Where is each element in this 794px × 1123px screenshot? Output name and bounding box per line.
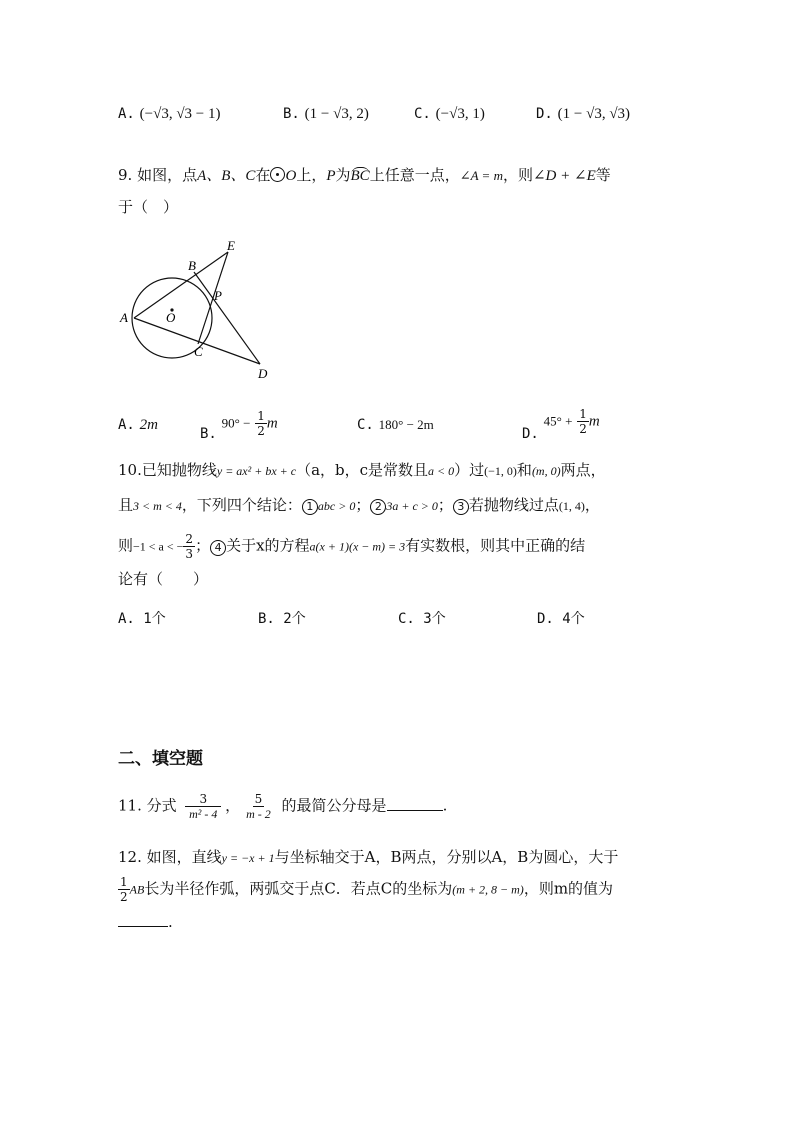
q9-stem-line2: 于（ ） <box>118 198 179 216</box>
label-p: P <box>214 288 222 303</box>
fraction-3-over-m2-4: $\frac{3}{\text{m² - 4}}$ <box>185 793 221 820</box>
q12-line1: 12. 如图，直线y = −x + 1与坐标轴交于A，B两点，分别以A，B为圆心，大于 <box>118 848 619 866</box>
label-e: E <box>227 238 235 253</box>
q10-line4: 论有（ ） <box>118 570 209 588</box>
fraction-two-thirds: $\frac{2}{3}$ <box>185 532 194 561</box>
q10-option-b: B. 2个 <box>258 611 306 627</box>
section-heading: 二、填空题 <box>118 749 203 769</box>
q10-line1: 10.已知抛物线y = ax² + bx + c（a，b，c是常数且a < 0）过(−1, 0)和(m, 0)两点， <box>118 461 606 479</box>
q10-option-a: A. 1个 <box>118 611 166 627</box>
q10-line2: 且3 < m < 4，下列四个结论： 1 abc > 0； 2 3a + c > 0； 3 若抛物线过点(1, 4)， <box>118 496 600 514</box>
q9-option-a: A. 2m <box>118 417 158 433</box>
arc-bc: BC <box>350 168 370 184</box>
q8-option-d: D. (1 − √3, √3) <box>536 106 631 122</box>
q11-line: 11. 分式 $\frac{3}{\text{m² - 4}}$ ， $\frac{5}{m - 2}$ 的最简公分母是 . <box>118 792 448 821</box>
q8-option-b: B. (1 − √3, 2) <box>283 106 369 122</box>
circle-o-symbol <box>270 167 285 182</box>
q9-option-d: D. 45° + $\frac{1}{2}$ m <box>522 407 600 442</box>
q9-option-b: B. 90° − $\frac{1}{2}$ m <box>200 409 278 442</box>
label-b: B <box>188 258 196 273</box>
fraction-one-half: $\frac{1}{2}$ <box>120 875 128 904</box>
q12-line2: $\frac{1}{2}$ AB长为半径作弧，两弧交于点C．若点C的坐标为(m + 2, 8 − m)，则m的值为 <box>120 875 614 904</box>
q10-option-d: D. 4个 <box>537 611 585 627</box>
fraction-one-half: $\frac{1}{2}$ <box>579 407 587 436</box>
q10-line3: 则−1 < a < − $\frac{2}{3}$ ； 4 关于x的方程a(x + 1)(x − m) = 3有实数根，则其中正确的结 <box>118 532 586 561</box>
segment-b-d <box>194 272 260 364</box>
label-a: A <box>120 310 128 325</box>
segment-a-e <box>134 252 228 318</box>
q9-figure <box>110 232 280 382</box>
answer-blank[interactable] <box>118 912 168 927</box>
q9-stem-line1: 9. 如图，点A、B、C在 O上，P为BC上任意一点，∠A = m，则∠D + ∠E等 <box>118 166 611 184</box>
q9-option-c: C. 180° − 2m <box>357 417 434 433</box>
q12-line3: . <box>118 912 173 931</box>
label-o: O <box>166 310 176 325</box>
fraction-5-over-m-2: $\frac{5}{m - 2}$ <box>246 792 271 821</box>
q10-option-c: C. 3个 <box>398 611 446 627</box>
label-d: D <box>258 366 268 381</box>
fraction-one-half: $\frac{1}{2}$ <box>257 409 265 438</box>
q8-option-a: A. (−√3, √3 − 1) <box>118 106 221 122</box>
q8-option-c: C. (−√3, 1) <box>414 106 485 122</box>
answer-blank[interactable] <box>387 810 443 811</box>
label-c: C <box>194 344 203 359</box>
